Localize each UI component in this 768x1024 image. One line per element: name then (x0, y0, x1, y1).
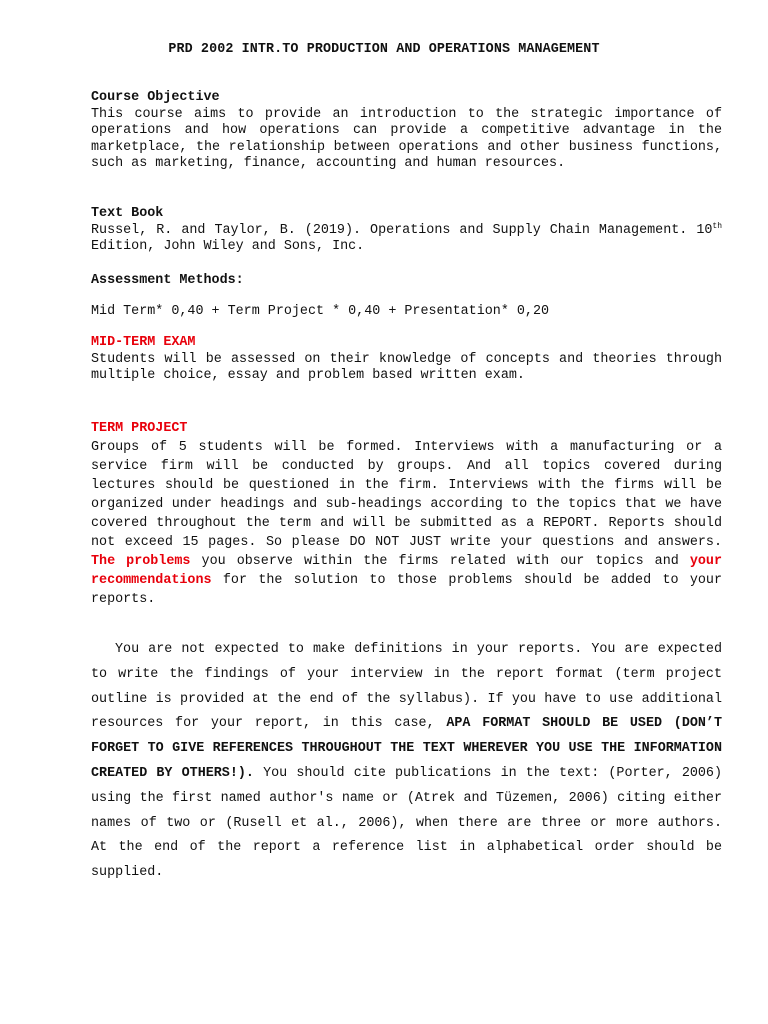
text-book-heading: Text Book (91, 206, 164, 221)
assessment-formula: Mid Term* 0,40 + Term Project * 0,40 + Presentation* 0,20 (91, 304, 550, 319)
report-notes-section (91, 638, 722, 886)
term-project-section (91, 421, 722, 609)
midterm-section (91, 335, 722, 385)
text-book-citation (91, 223, 722, 256)
term-project-heading: TERM PROJECT (91, 421, 188, 436)
apa-format-notice: APA FORMAT SHOULD BE USED (DON’T FORGET TO GIVE REFERENCES THROUGHOUT THE TEXT WHEREVER YOU USE THE INFORMATION CREATED BY OTHERS!). (91, 716, 722, 781)
the-problems-highlight: The problems (91, 553, 191, 569)
assessment-formula-block (91, 304, 722, 321)
page-title: PRD 2002 INTR.TO PRODUCTION AND OPERATIONS MANAGEMENT (168, 42, 600, 57)
assessment-section (91, 273, 722, 290)
text-book-section (91, 206, 722, 256)
midterm-text: Students will be assessed on their knowledge of concepts and theories through multiple choice, essay and problem based written exam. (91, 351, 722, 383)
assessment-heading: Assessment Methods: (91, 273, 244, 288)
term-project-text-part-3: for the solution to those problems should be added to your reports. (91, 572, 722, 607)
report-notes-part-1: You are not expected to make definitions in your reports. You are expected to write the findings of your interview in the report format (term project outline is provided at the end of the syllabus). If you have to use additional resources for your report, in this case, (91, 642, 722, 732)
report-notes-part-2: You should cite publications in the text: (Porter, 2006) using the first named author's name or (Atrek and Tüzemen, 2006) citing either names of two or (Rusell et al., 2006), when there are three or more authors. At the end of the report a reference list in alphabetical order should be supplied. (91, 765, 722, 881)
your-recommendations-highlight: your recommendations (91, 553, 722, 588)
course-objective-heading: Course Objective (91, 90, 220, 105)
course-objective-text: This course aims to provide an introduction to the strategic importance of operations and how operations can provide a competitive advantage in the marketplace, the relationship between operations and other business functions, such as marketing, finance, accounting and human resources. (91, 106, 722, 171)
text-book-edition-superscript: th (712, 221, 722, 231)
report-notes-text (91, 638, 722, 886)
text-book-citation-part-2: Edition, John Wiley and Sons, Inc. (91, 239, 365, 254)
term-project-text (91, 438, 722, 609)
midterm-heading: MID-TERM EXAM (91, 335, 196, 350)
text-book-citation-part-1: Russel, R. and Taylor, B. (2019). Operations and Supply Chain Management. 10 (91, 222, 713, 238)
term-project-text-part-1: Groups of 5 students will be formed. Interviews with a manufacturing or a service firm will be conducted by groups. And all topics covered during lectures should be questioned in the firm. Interviews with the firms will be organized under headings and sub-headings according to the topics that we have covered throughout the term and will be submitted as a REPORT. Reports should not exceed 15 pages. So please DO NOT JUST write your questions and answers. (91, 439, 722, 550)
term-project-text-part-2: you observe within the firms related with our topics and (190, 553, 690, 569)
course-objective-section (91, 90, 722, 173)
